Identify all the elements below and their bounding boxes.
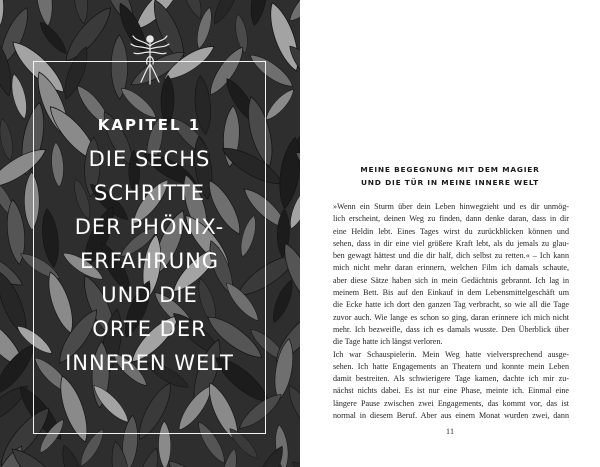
body-line: eine Heldin lebt. Eines Tages wirst du zurückblicken können und	[333, 226, 569, 236]
body-line: die Tage hatte ich längst verloren.	[333, 337, 443, 347]
body-line: längere Pause zwischen zwei Engagements, das kommt vor, das ist	[333, 398, 569, 408]
body-line: »Wenn ein Sturm über dein Leben hinwegzieht und es dir unmög-	[333, 202, 569, 211]
chapter-title-line: DIE SECHS	[88, 147, 211, 171]
chapter-label: KAPITEL 1	[97, 116, 202, 134]
text-page	[300, 0, 600, 467]
body-line: normal in diesem Beruf. Aber aus einem Monat wurden zwei, dann	[333, 411, 569, 421]
chapter-title-line: SCHRITTE	[93, 181, 206, 205]
body-line: Ich war Schauspielerin. Mein Weg hatte vielversprechend ausge-	[333, 349, 569, 359]
section-heading	[300, 163, 600, 189]
section-heading-line: MEINE BEGEGNUNG MIT DEM MAGIER	[360, 165, 540, 174]
body-line: damit bestreiten. Als schwierigere Tage kamen, dachte ich mir zu-	[333, 374, 569, 384]
body-line: die Ecke hatte ich dort den ganzen Tag verbracht, so wie all die Tage	[333, 300, 569, 310]
chapter-title-line: ERFAHRUNG	[79, 249, 220, 273]
body-line: lich erscheint, deinen Weg zu finden, dann denke daran, dass in dir	[333, 214, 569, 224]
page-number: 11	[445, 426, 455, 436]
chapter-title-line: UND DIE	[101, 283, 198, 307]
section-heading-line: UND DIE TÜR IN MEINE INNERE WELT	[361, 178, 539, 187]
body-text	[333, 201, 569, 422]
body-line: nächst nichts dabei. Es ist nur eine Phase, meinte ich. Einmal eine	[333, 386, 569, 396]
body-line: ben gewagt hättest und die dir half, dich selbst zu retten.« – Ich kann	[333, 251, 569, 261]
body-line: sehen. Ich hatte Engagements an Theatern und konnte mein Leben	[333, 361, 569, 371]
body-line: zuvor auch. Wie lange es schon so ging, daran erinnere ich mich nicht	[333, 312, 569, 322]
body-line: meinem Bett. Bis auf den Einkauf in dem Lebensmittelgeschäft um	[333, 288, 569, 298]
body-line: mich nicht mehr daran erinnern, welchen Film ich damals schaute,	[333, 263, 569, 273]
chapter-title	[33, 142, 266, 380]
chapter-title-line: ORTE DER	[92, 317, 207, 341]
chapter-title-line: INNEREN WELT	[65, 351, 234, 375]
chapter-title-line: DER PHÖNIX-	[74, 215, 225, 239]
body-line: aber diese Sätze haben sich in mein Gedächtnis gebrannt. Ich lag in	[333, 275, 569, 285]
body-line: mehr. Ich bezweifle, dass ich es damals wusste. Den Überblick über	[333, 324, 569, 334]
body-line: sehen, dass in dir eine viel größere Kraft lebt, als du jemals zu glau-	[333, 238, 569, 248]
